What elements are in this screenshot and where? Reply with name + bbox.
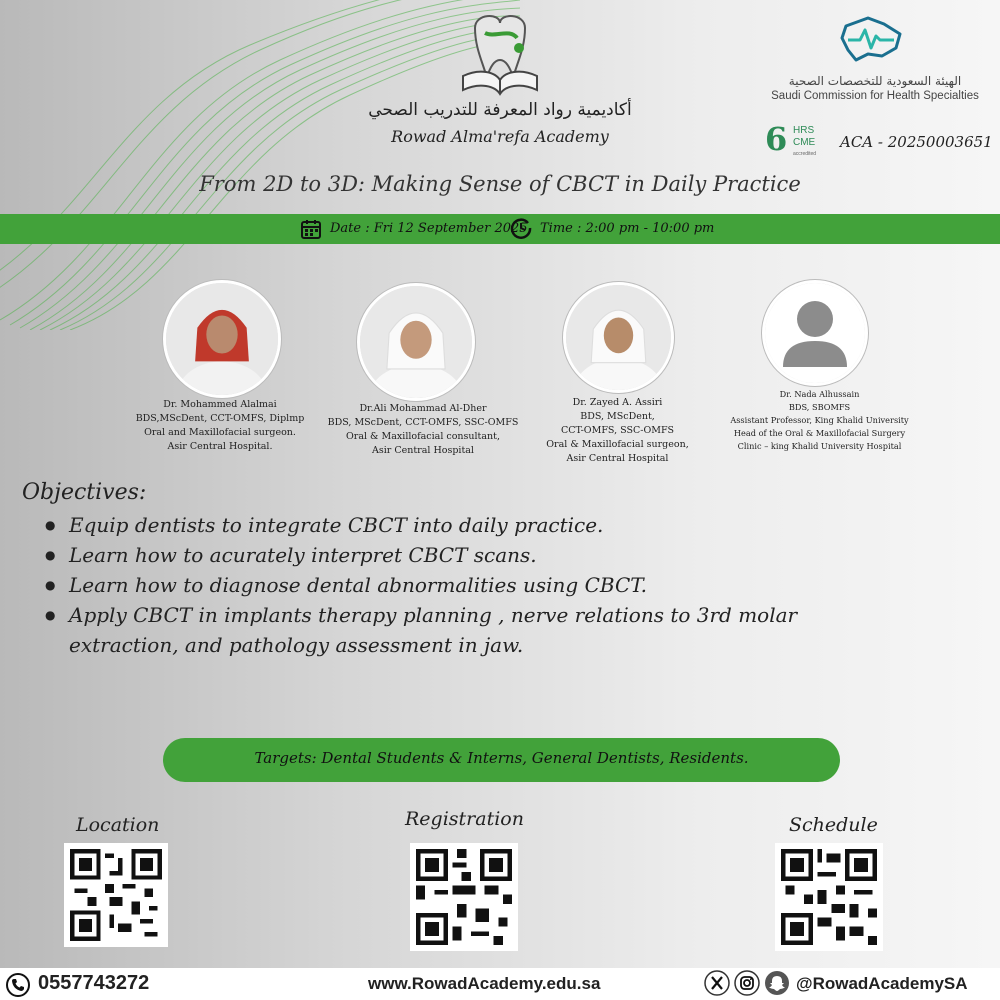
speaker-3-photo (563, 282, 674, 393)
x-icon[interactable] (704, 970, 730, 996)
instagram-icon[interactable] (734, 970, 760, 996)
registration-label: Registration (405, 808, 524, 830)
speaker-4-info (722, 388, 917, 453)
objective-item: ● Learn how to acurately interpret CBCT scans. (45, 540, 805, 570)
clock-icon (510, 217, 532, 239)
speaker-credential: Oral and Maxillofacial surgeon. (144, 427, 296, 438)
speaker-credential: Asir Central Hospital. (167, 441, 273, 452)
accreditation-code: ACA - 20250003651 (840, 133, 993, 151)
speaker-credential: Oral & Maxillofacial surgeon, (546, 439, 689, 450)
speaker-name: Dr. Zayed A. Assiri (572, 397, 663, 408)
speaker-credential: CCT-OMFS, SSC-OMFS (560, 425, 675, 436)
academy-logo (455, 8, 545, 98)
speaker-credential: Asir Central Hospital (372, 445, 474, 456)
event-title: From 2D to 3D: Making Sense of CBCT in Daily Practice (199, 172, 801, 196)
cme-accredited-label: accredited (793, 151, 817, 157)
social-handle[interactable]: @RowadAcademySA (796, 974, 968, 993)
cme-label: CME (793, 137, 816, 148)
scfhs-logo (838, 14, 908, 64)
cme-hours-label (793, 125, 815, 149)
speaker-credential: Assistant Professor, King Khalid University (730, 415, 909, 425)
speaker-2-photo (357, 283, 475, 401)
speaker-credential: BDS, SBOMFS (788, 402, 851, 412)
location-label: Location (76, 814, 160, 836)
speaker-credential: Asir Central Hospital (566, 453, 669, 464)
academy-name-english: Rowad Alma'refa Academy (391, 127, 609, 146)
cme-hours-number: 6 (765, 120, 788, 158)
speaker-2-info (323, 402, 523, 458)
event-time: Time : 2:00 pm - 10:00 pm (540, 221, 715, 236)
speaker-credential: BDS,MScDent, CCT-OMFS, Diplmp (135, 413, 305, 424)
accreditation-body-english: Saudi Commission for Health Specialties (771, 90, 979, 102)
speaker-1-info (120, 398, 320, 454)
speaker-name: Dr.Ali Mohammad Al-Dher (359, 403, 487, 414)
calendar-icon (300, 218, 322, 240)
schedule-qr-code[interactable] (775, 843, 883, 951)
speaker-4-placeholder-photo (762, 280, 868, 386)
speaker-3-info (525, 396, 710, 466)
objective-item: ● Equip dentists to integrate CBCT into daily practice. (45, 510, 805, 540)
objective-item: ● Apply CBCT in implants therapy planning , nerve relations to 3rd molar extraction, and pathology assessment in jaw. (45, 600, 805, 660)
academy-name-arabic: أكاديمية رواد المعرفة للتدريب الصحي (368, 100, 632, 120)
event-date: Date : Fri 12 September 2025 (330, 221, 528, 236)
schedule-label: Schedule (789, 814, 878, 836)
speaker-credential: Head of the Oral & Maxillofacial Surgery (733, 428, 906, 438)
accreditation-body-arabic: الهيئة السعودية للتخصصات الصحية (788, 74, 962, 88)
speaker-credential: Oral & Maxillofacial consultant, (346, 431, 500, 442)
objectives-heading: Objectives: (22, 480, 147, 505)
registration-qr-code[interactable] (410, 843, 518, 951)
objectives-list (45, 510, 805, 660)
speaker-name: Dr. Mohammed Alalmai (163, 399, 277, 410)
speaker-credential: Clinic – king Khalid University Hospital (737, 441, 902, 451)
decorative-curves (0, 0, 520, 330)
location-qr-code[interactable] (64, 843, 168, 947)
phone-number[interactable]: 0557743272 (38, 972, 150, 994)
phone-icon (6, 973, 30, 997)
objective-item: ● Learn how to diagnose dental abnormalities using CBCT. (45, 570, 805, 600)
hrs-label: HRS (793, 125, 815, 136)
speaker-credential: BDS, MScDent, CCT-OMFS, SSC-OMFS (327, 417, 519, 428)
website-link[interactable]: www.RowadAcademy.edu.sa (368, 974, 601, 993)
speaker-credential: BDS, MScDent, (580, 411, 655, 422)
snapchat-icon[interactable] (764, 970, 790, 996)
speaker-1-photo (163, 280, 281, 398)
targets-text: Targets: Dental Students & Interns, General Dentists, Residents. (254, 749, 749, 767)
speaker-name: Dr. Nada Alhussain (779, 389, 860, 399)
